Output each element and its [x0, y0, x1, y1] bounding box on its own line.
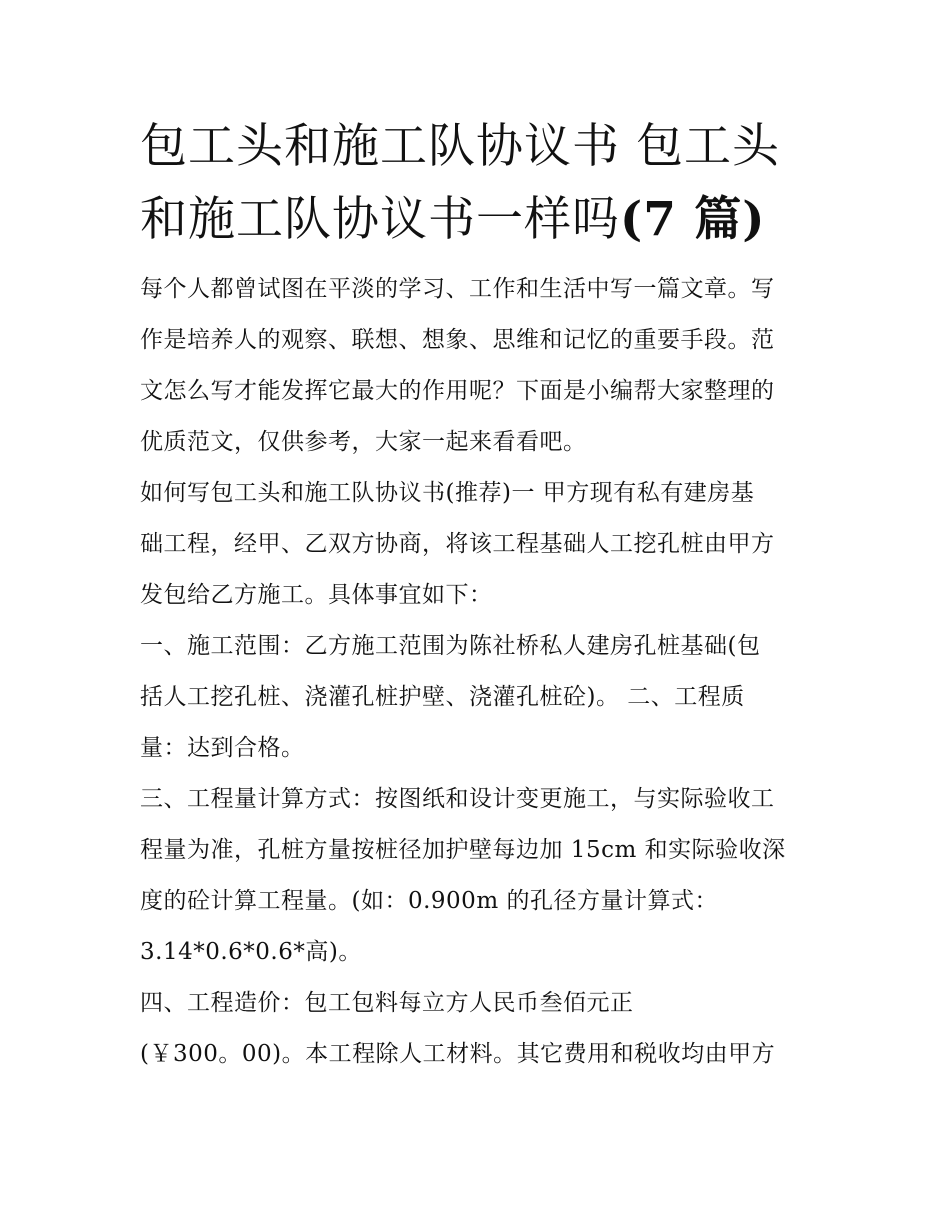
- clause-price-paragraph: [140, 978, 815, 1080]
- title-line: [140, 183, 815, 256]
- title-count: (7 篇): [620, 192, 766, 247]
- text-line: 程量为准，孔桩方量按桩径加护壁每边加 15cm 和实际验收深: [140, 837, 786, 863]
- text-line: 四、工程造价：包工包料每立方人民币叁佰元正: [140, 990, 634, 1016]
- text-line: 三、工程量计算方式：按图纸和设计变更施工，与实际验收工: [140, 786, 775, 812]
- clause-quantity-paragraph: [140, 774, 815, 978]
- text-line: 括人工挖孔桩、浇灌孔桩护壁、浇灌孔桩砼)。 二、工程质: [140, 684, 745, 710]
- text-line: 作是培养人的观察、联想、想象、思维和记忆的重要手段。范: [140, 327, 775, 353]
- text-line: 量：达到合格。: [140, 735, 305, 761]
- text-line: (￥300。00)。本工程除人工材料。其它费用和税收均由甲方: [140, 1041, 776, 1067]
- text-line: 度的砼计算工程量。(如：0.900m 的孔径方量计算式：: [140, 888, 718, 914]
- text-line: 一、施工范围：乙方施工范围为陈社桥私人建房孔桩基础(包: [140, 633, 761, 659]
- document-title: [140, 110, 815, 256]
- title-line: 包工头和施工队协议书 包工头: [140, 119, 780, 174]
- text-line: 每个人都曾试图在平淡的学习、工作和生活中写一篇文章。写: [140, 276, 775, 302]
- title-line-text: 和施工队协议书一样吗: [140, 192, 620, 247]
- intro-paragraph: [140, 264, 815, 468]
- text-line: 发包给乙方施工。具体事宜如下：: [140, 582, 493, 608]
- text-line: 文怎么写才能发挥它最大的作用呢？下面是小编帮大家整理的: [140, 378, 775, 404]
- text-line: 3.14*0.6*0.6*高)。: [140, 939, 362, 965]
- text-line: 础工程，经甲、乙双方协商，将该工程基础人工挖孔桩由甲方: [140, 531, 775, 557]
- text-line: 优质范文，仅供参考，大家一起来看看吧。: [140, 429, 587, 455]
- document-page: [140, 110, 815, 1080]
- agreement-intro-paragraph: [140, 468, 815, 621]
- clause-scope-paragraph: [140, 621, 815, 774]
- text-line: 如何写包工头和施工队协议书(推荐)一 甲方现有私有建房基: [140, 480, 755, 506]
